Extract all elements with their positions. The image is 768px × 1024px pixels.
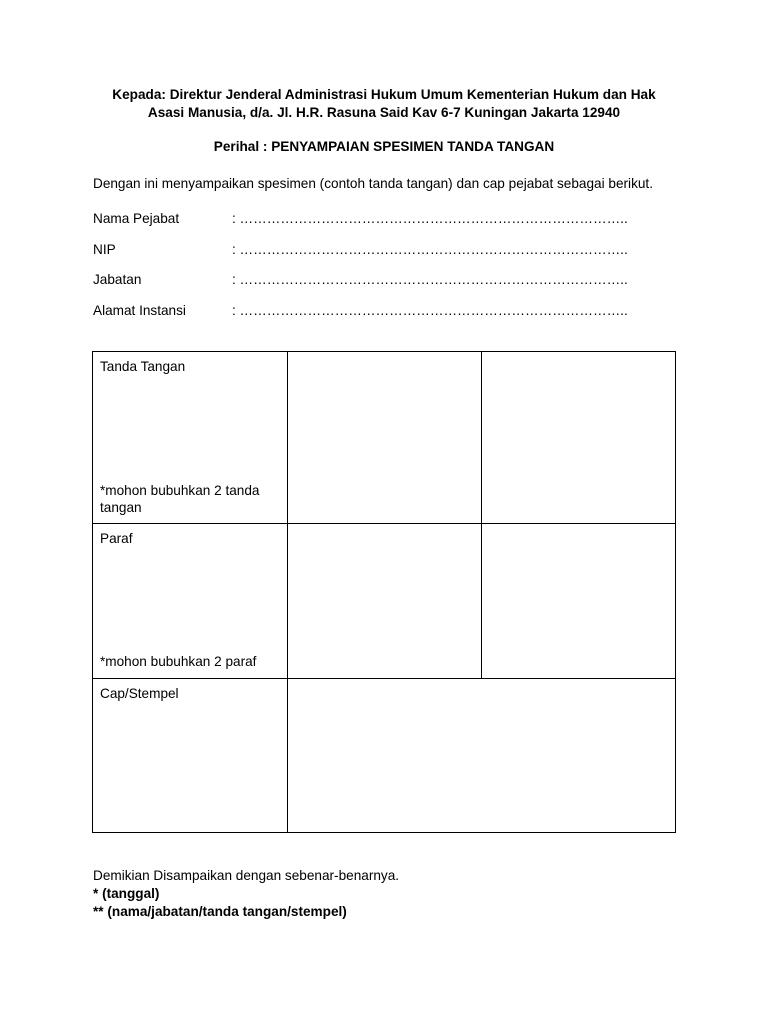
intro-paragraph: Dengan ini menyampaikan spesimen (contoh tanda tangan) dan cap pejabat sebagai berikut. [93, 176, 653, 191]
subject-line: Perihal : PENYAMPAIAN SPESIMEN TANDA TANGAN [213, 139, 555, 154]
initial-box-1[interactable] [288, 524, 481, 678]
initial-box-2[interactable] [482, 524, 675, 678]
recipient-address-line-2: Asasi Manusia, d/a. Jl. H.R. Rasuna Said Kav 6-7 Kuningan Jakarta 12940 [147, 105, 621, 120]
field-label: Nama Pejabat [93, 211, 180, 226]
field-blank: : ………………………………………………………………………….. [232, 272, 628, 287]
date-line: * (tanggal) [93, 886, 160, 901]
signature-box-1[interactable] [288, 352, 481, 523]
recipient-address-line-1: Kepada: Direktur Jenderal Administrasi Hukum Umum Kementerian Hukum dan Hak [112, 87, 656, 102]
signature-label: Tanda Tangan [100, 359, 186, 374]
initial-note: *mohon bubuhkan 2 paraf [100, 654, 257, 669]
closing-statement: Demikian Disampaikan dengan sebenar-benarnya. [93, 868, 400, 883]
initial-label: Paraf [100, 531, 133, 546]
stamp-box[interactable] [288, 679, 675, 832]
field-label: Alamat Instansi [93, 303, 186, 318]
field-blank: : ………………………………………………………………………….. [232, 303, 628, 318]
signature-box-2[interactable] [482, 352, 675, 523]
signature-note: *mohon bubuhkan 2 tanda tangan [100, 483, 260, 515]
field-blank: : ………………………………………………………………………….. [232, 211, 628, 226]
field-blank: : ………………………………………………………………………….. [232, 242, 628, 257]
recipient-address [60, 86, 708, 122]
field-label: Jabatan [93, 272, 142, 287]
stamp-label: Cap/Stempel [100, 686, 179, 701]
signatory-line: ** (nama/jabatan/tanda tangan/stempel) [93, 904, 347, 919]
table-border-left [92, 351, 93, 833]
specimen-table [92, 351, 676, 833]
table-border-bottom [92, 832, 676, 833]
table-border-right [675, 351, 676, 833]
field-label: NIP [93, 242, 116, 257]
